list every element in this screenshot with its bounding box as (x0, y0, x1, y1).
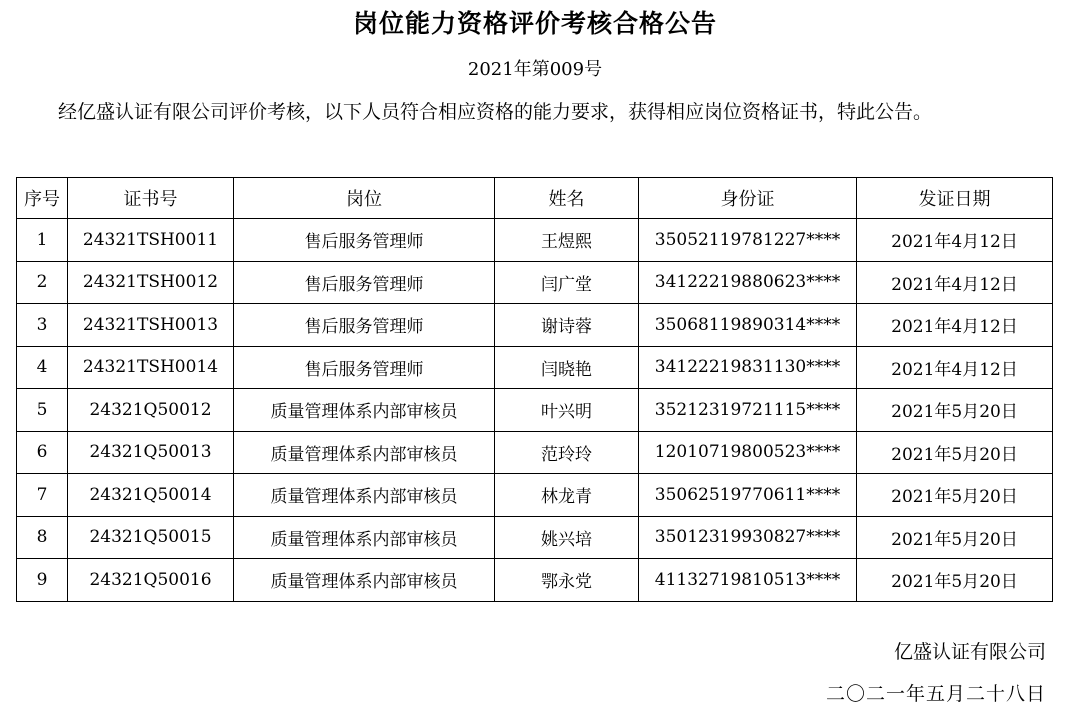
cell-seq: 5 (17, 389, 68, 432)
cell-name: 闫晓艳 (495, 346, 639, 389)
cell-seq: 9 (17, 559, 68, 602)
cell-name: 闫广堂 (495, 261, 639, 304)
header-issue-date: 发证日期 (857, 178, 1053, 219)
cell-id-card: 35212319721115**** (639, 389, 857, 432)
cell-cert-no: 24321TSH0012 (68, 261, 234, 304)
cell-id-card: 35068119890314**** (639, 304, 857, 347)
table-row (17, 389, 1053, 432)
cell-seq: 8 (17, 516, 68, 559)
table-row (17, 559, 1053, 602)
cell-post: 售后服务管理师 (234, 304, 495, 347)
cell-seq: 6 (17, 431, 68, 474)
header-seq: 序号 (17, 178, 68, 219)
cell-id-card: 34122219831130**** (639, 346, 857, 389)
cell-issue-date: 2021年5月20日 (857, 516, 1053, 559)
cell-cert-no: 24321TSH0014 (68, 346, 234, 389)
cell-issue-date: 2021年4月12日 (857, 219, 1053, 262)
table-row (17, 516, 1053, 559)
table-row (17, 304, 1053, 347)
cell-id-card: 35062519770611**** (639, 474, 857, 517)
cell-seq: 7 (17, 474, 68, 517)
cell-cert-no: 24321TSH0013 (68, 304, 234, 347)
header-id-card: 身份证 (639, 178, 857, 219)
cell-name: 林龙青 (495, 474, 639, 517)
page-title: 岗位能力资格评价考核合格公告 (352, 9, 717, 38)
cell-seq: 2 (17, 261, 68, 304)
table-row (17, 219, 1053, 262)
table-row (17, 474, 1053, 517)
cell-issue-date: 2021年4月12日 (857, 346, 1053, 389)
cell-cert-no: 24321Q50015 (68, 516, 234, 559)
header-name: 姓名 (495, 178, 639, 219)
cell-seq: 1 (17, 219, 68, 262)
cell-name: 范玲玲 (495, 431, 639, 474)
cell-cert-no: 24321Q50014 (68, 474, 234, 517)
issuer-name: 亿盛认证有限公司 (893, 641, 1046, 663)
document-number: 2021年第009号 (467, 59, 603, 80)
cell-cert-no: 24321Q50016 (68, 559, 234, 602)
cell-issue-date: 2021年5月20日 (857, 431, 1053, 474)
cell-name: 王煜熙 (495, 219, 639, 262)
header-post: 岗位 (234, 178, 495, 219)
cell-id-card: 35012319930827**** (639, 516, 857, 559)
cell-cert-no: 24321Q50012 (68, 389, 234, 432)
cell-post: 质量管理体系内部审核员 (234, 474, 495, 517)
cell-issue-date: 2021年5月20日 (857, 474, 1053, 517)
cell-id-card: 41132719810513**** (639, 559, 857, 602)
cell-issue-date: 2021年4月12日 (857, 261, 1053, 304)
cell-id-card: 35052119781227**** (639, 219, 857, 262)
cell-name: 叶兴明 (495, 389, 639, 432)
table-row (17, 261, 1053, 304)
cell-issue-date: 2021年4月12日 (857, 304, 1053, 347)
table-row (17, 431, 1053, 474)
cell-name: 姚兴培 (495, 516, 639, 559)
cell-name: 谢诗蓉 (495, 304, 639, 347)
qualified-personnel-table (16, 177, 1053, 602)
cell-post: 售后服务管理师 (234, 346, 495, 389)
cell-id-card: 34122219880623**** (639, 261, 857, 304)
cell-post: 质量管理体系内部审核员 (234, 431, 495, 474)
cell-id-card: 12010719800523**** (639, 431, 857, 474)
cell-issue-date: 2021年5月20日 (857, 389, 1053, 432)
announcement-date: 二〇二一年五月二十八日 (825, 683, 1046, 705)
table-header-row (17, 178, 1053, 219)
intro-paragraph: 经亿盛认证有限公司评价考核，以下人员符合相应资格的能力要求，获得相应岗位资格证书，特此公告。 (58, 101, 933, 123)
cell-post: 质量管理体系内部审核员 (234, 559, 495, 602)
cell-name: 鄂永党 (495, 559, 639, 602)
cell-post: 质量管理体系内部审核员 (234, 516, 495, 559)
header-cert-no: 证书号 (68, 178, 234, 219)
cell-post: 售后服务管理师 (234, 219, 495, 262)
cell-cert-no: 24321TSH0011 (68, 219, 234, 262)
cell-seq: 4 (17, 346, 68, 389)
cell-seq: 3 (17, 304, 68, 347)
cell-cert-no: 24321Q50013 (68, 431, 234, 474)
cell-post: 质量管理体系内部审核员 (234, 389, 495, 432)
cell-issue-date: 2021年5月20日 (857, 559, 1053, 602)
table-row (17, 346, 1053, 389)
cell-post: 售后服务管理师 (234, 261, 495, 304)
